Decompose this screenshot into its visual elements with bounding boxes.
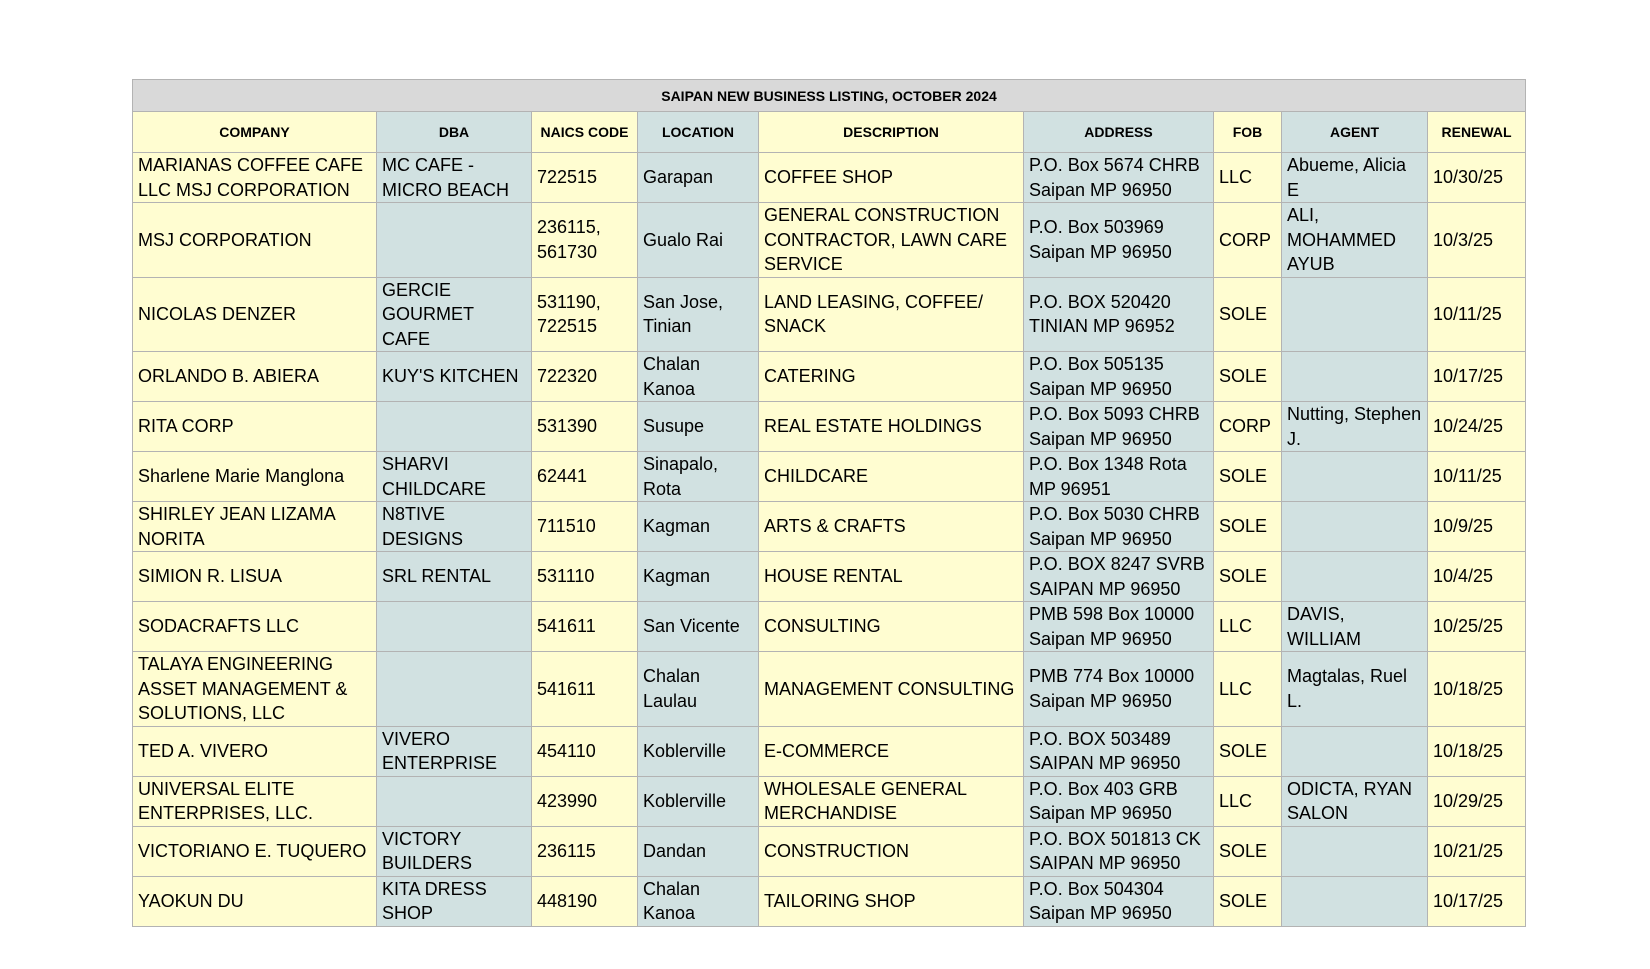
column-header-company: COMPANY [133, 112, 377, 153]
cell-dba: VIVERO ENTERPRISE [377, 726, 532, 776]
cell-description: REAL ESTATE HOLDINGS [759, 402, 1024, 452]
cell-agent [1282, 277, 1428, 352]
table-row [133, 726, 1526, 776]
cell-renewal: 10/11/25 [1428, 277, 1526, 352]
cell-company: RITA CORP [133, 402, 377, 452]
cell-renewal: 10/17/25 [1428, 352, 1526, 402]
cell-description: HOUSE RENTAL [759, 552, 1024, 602]
column-header-address: ADDRESS [1024, 112, 1214, 153]
cell-naics-code: 711510 [532, 502, 638, 552]
cell-company: SHIRLEY JEAN LIZAMA NORITA [133, 502, 377, 552]
cell-address: P.O. Box 5030 CHRB Saipan MP 96950 [1024, 502, 1214, 552]
cell-address: P.O. Box 5674 CHRB Saipan MP 96950 [1024, 153, 1214, 203]
cell-fob: SOLE [1214, 876, 1282, 926]
cell-renewal: 10/4/25 [1428, 552, 1526, 602]
column-header-location: LOCATION [638, 112, 759, 153]
cell-description: COFFEE SHOP [759, 153, 1024, 203]
cell-agent: Nutting, Stephen J. [1282, 402, 1428, 452]
cell-company: UNIVERSAL ELITE ENTERPRISES, LLC. [133, 776, 377, 826]
cell-address: P.O. BOX 8247 SVRB SAIPAN MP 96950 [1024, 552, 1214, 602]
cell-address: P.O. Box 504304 Saipan MP 96950 [1024, 876, 1214, 926]
cell-naics-code: 448190 [532, 876, 638, 926]
cell-company: MARIANAS COFFEE CAFE LLC MSJ CORPORATION [133, 153, 377, 203]
cell-dba: GERCIE GOURMET CAFE [377, 277, 532, 352]
cell-company: YAOKUN DU [133, 876, 377, 926]
cell-renewal: 10/25/25 [1428, 602, 1526, 652]
cell-description: E-COMMERCE [759, 726, 1024, 776]
table-row [133, 452, 1526, 502]
cell-location: San Jose, Tinian [638, 277, 759, 352]
cell-address: P.O. BOX 503489 SAIPAN MP 96950 [1024, 726, 1214, 776]
cell-agent: Abueme, Alicia E [1282, 153, 1428, 203]
cell-agent: ALI, MOHAMMED AYUB [1282, 203, 1428, 278]
table-row [133, 402, 1526, 452]
cell-location: San Vicente [638, 602, 759, 652]
cell-description: LAND LEASING, COFFEE/ SNACK [759, 277, 1024, 352]
column-header-dba: DBA [377, 112, 532, 153]
cell-naics-code: 236115 [532, 826, 638, 876]
cell-fob: SOLE [1214, 826, 1282, 876]
cell-location: Garapan [638, 153, 759, 203]
cell-dba: KUY'S KITCHEN [377, 352, 532, 402]
cell-location: Koblerville [638, 776, 759, 826]
cell-fob: LLC [1214, 602, 1282, 652]
cell-dba: SRL RENTAL [377, 552, 532, 602]
table-row [133, 602, 1526, 652]
cell-description: GENERAL CONSTRUCTION CONTRACTOR, LAWN CARE SERVICE [759, 203, 1024, 278]
cell-agent [1282, 452, 1428, 502]
cell-description: TAILORING SHOP [759, 876, 1024, 926]
cell-naics-code: 722515 [532, 153, 638, 203]
cell-description: WHOLESALE GENERAL MERCHANDISE [759, 776, 1024, 826]
cell-renewal: 10/9/25 [1428, 502, 1526, 552]
cell-renewal: 10/29/25 [1428, 776, 1526, 826]
cell-address: P.O. Box 505135 Saipan MP 96950 [1024, 352, 1214, 402]
cell-fob: SOLE [1214, 726, 1282, 776]
cell-dba [377, 776, 532, 826]
cell-renewal: 10/21/25 [1428, 826, 1526, 876]
cell-dba [377, 203, 532, 278]
cell-naics-code: 531390 [532, 402, 638, 452]
cell-renewal: 10/24/25 [1428, 402, 1526, 452]
cell-naics-code: 531190, 722515 [532, 277, 638, 352]
cell-location: Susupe [638, 402, 759, 452]
cell-agent [1282, 876, 1428, 926]
cell-location: Kagman [638, 552, 759, 602]
column-header-description: DESCRIPTION [759, 112, 1024, 153]
cell-agent: ODICTA, RYAN SALON [1282, 776, 1428, 826]
table-row [133, 552, 1526, 602]
cell-fob: LLC [1214, 776, 1282, 826]
table-row [133, 876, 1526, 926]
cell-company: Sharlene Marie Manglona [133, 452, 377, 502]
table-row [133, 826, 1526, 876]
cell-company: MSJ CORPORATION [133, 203, 377, 278]
cell-location: Dandan [638, 826, 759, 876]
table-row [133, 652, 1526, 727]
cell-company: TED A. VIVERO [133, 726, 377, 776]
column-header-naics-code: NAICS CODE [532, 112, 638, 153]
cell-renewal: 10/18/25 [1428, 726, 1526, 776]
cell-naics-code: 62441 [532, 452, 638, 502]
cell-description: MANAGEMENT CONSULTING [759, 652, 1024, 727]
cell-fob: LLC [1214, 153, 1282, 203]
cell-renewal: 10/30/25 [1428, 153, 1526, 203]
cell-fob: LLC [1214, 652, 1282, 727]
cell-fob: SOLE [1214, 552, 1282, 602]
cell-naics-code: 454110 [532, 726, 638, 776]
cell-address: P.O. Box 503969 Saipan MP 96950 [1024, 203, 1214, 278]
cell-description: CATERING [759, 352, 1024, 402]
cell-agent: DAVIS, WILLIAM [1282, 602, 1428, 652]
cell-renewal: 10/3/25 [1428, 203, 1526, 278]
cell-company: TALAYA ENGINEERING ASSET MANAGEMENT & SOLUTIONS, LLC [133, 652, 377, 727]
cell-fob: SOLE [1214, 352, 1282, 402]
cell-dba: KITA DRESS SHOP [377, 876, 532, 926]
table-row [133, 776, 1526, 826]
cell-location: Kagman [638, 502, 759, 552]
cell-dba: N8TIVE DESIGNS [377, 502, 532, 552]
cell-naics-code: 236115, 561730 [532, 203, 638, 278]
cell-company: SIMION R. LISUA [133, 552, 377, 602]
column-header-fob: FOB [1214, 112, 1282, 153]
cell-location: Chalan Laulau [638, 652, 759, 727]
cell-fob: CORP [1214, 203, 1282, 278]
cell-company: NICOLAS DENZER [133, 277, 377, 352]
cell-address: P.O. BOX 520420 TINIAN MP 96952 [1024, 277, 1214, 352]
cell-agent: Magtalas, Ruel L. [1282, 652, 1428, 727]
cell-fob: SOLE [1214, 502, 1282, 552]
cell-agent [1282, 826, 1428, 876]
cell-address: P.O. BOX 501813 CK SAIPAN MP 96950 [1024, 826, 1214, 876]
cell-naics-code: 531110 [532, 552, 638, 602]
cell-location: Chalan Kanoa [638, 352, 759, 402]
cell-location: Sinapalo, Rota [638, 452, 759, 502]
table-row [133, 352, 1526, 402]
cell-dba: MC CAFE - MICRO BEACH [377, 153, 532, 203]
table-row [133, 203, 1526, 278]
cell-company: VICTORIANO E. TUQUERO [133, 826, 377, 876]
cell-agent [1282, 552, 1428, 602]
cell-location: Koblerville [638, 726, 759, 776]
cell-renewal: 10/18/25 [1428, 652, 1526, 727]
cell-location: Chalan Kanoa [638, 876, 759, 926]
cell-renewal: 10/11/25 [1428, 452, 1526, 502]
cell-naics-code: 541611 [532, 602, 638, 652]
cell-agent [1282, 502, 1428, 552]
table-row [133, 153, 1526, 203]
cell-naics-code: 541611 [532, 652, 638, 727]
cell-address: P.O. Box 5093 CHRB Saipan MP 96950 [1024, 402, 1214, 452]
cell-location: Gualo Rai [638, 203, 759, 278]
cell-renewal: 10/17/25 [1428, 876, 1526, 926]
cell-fob: SOLE [1214, 452, 1282, 502]
cell-dba: VICTORY BUILDERS [377, 826, 532, 876]
cell-agent [1282, 352, 1428, 402]
cell-address: P.O. Box 403 GRB Saipan MP 96950 [1024, 776, 1214, 826]
cell-address: P.O. Box 1348 Rota MP 96951 [1024, 452, 1214, 502]
cell-naics-code: 423990 [532, 776, 638, 826]
cell-description: CHILDCARE [759, 452, 1024, 502]
cell-company: ORLANDO B. ABIERA [133, 352, 377, 402]
column-header-renewal: RENEWAL [1428, 112, 1526, 153]
cell-agent [1282, 726, 1428, 776]
column-header-agent: AGENT [1282, 112, 1428, 153]
cell-naics-code: 722320 [532, 352, 638, 402]
cell-fob: CORP [1214, 402, 1282, 452]
cell-dba [377, 652, 532, 727]
cell-dba [377, 402, 532, 452]
cell-fob: SOLE [1214, 277, 1282, 352]
cell-company: SODACRAFTS LLC [133, 602, 377, 652]
cell-dba [377, 602, 532, 652]
business-listing-table [132, 79, 1526, 927]
cell-dba: SHARVI CHILDCARE [377, 452, 532, 502]
table-row [133, 277, 1526, 352]
table-title: SAIPAN NEW BUSINESS LISTING, OCTOBER 2024 [133, 80, 1526, 112]
cell-address: PMB 598 Box 10000 Saipan MP 96950 [1024, 602, 1214, 652]
cell-description: CONSULTING [759, 602, 1024, 652]
cell-address: PMB 774 Box 10000 Saipan MP 96950 [1024, 652, 1214, 727]
column-header-row [133, 112, 1526, 153]
cell-description: ARTS & CRAFTS [759, 502, 1024, 552]
table-body [133, 153, 1526, 927]
cell-description: CONSTRUCTION [759, 826, 1024, 876]
table-row [133, 502, 1526, 552]
